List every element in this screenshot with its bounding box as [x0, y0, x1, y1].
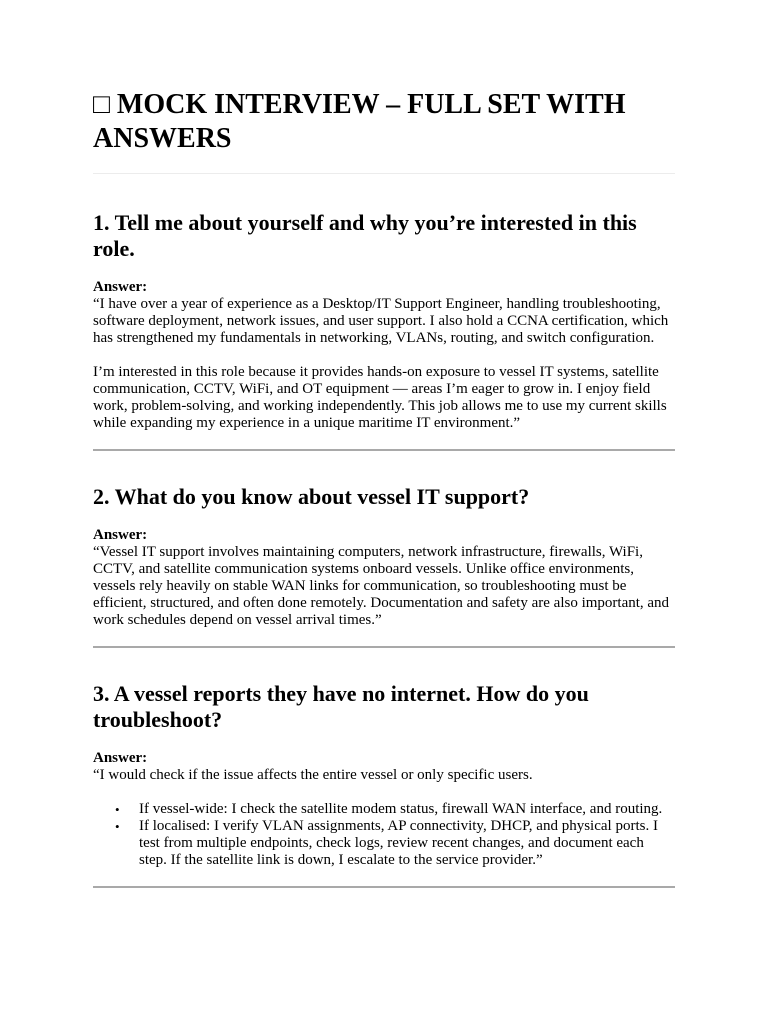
list-item — [115, 801, 675, 818]
list-item-text: If vessel-wide: I check the satellite modem status, firewall WAN interface, and routing. — [139, 801, 663, 817]
question-heading: 1. Tell me about yourself and why you’re interested in this role. — [93, 210, 637, 261]
section-divider — [93, 886, 675, 888]
bullet-icon: • — [115, 819, 120, 834]
question-section-2 — [93, 484, 675, 648]
answer-label: Answer: — [93, 527, 148, 543]
answer-label: Answer: — [93, 279, 148, 295]
question-heading: 2. What do you know about vessel IT support? — [93, 484, 530, 509]
section-divider — [93, 646, 675, 648]
question-heading: 3. A vessel reports they have no internet. How do you troubleshoot? — [93, 681, 589, 732]
question-section-1 — [93, 210, 675, 451]
bullet-list — [93, 801, 675, 869]
title-divider — [93, 173, 675, 174]
section-divider — [93, 449, 675, 451]
document-page — [93, 0, 675, 888]
list-item — [115, 818, 675, 869]
answer-paragraph: I’m interested in this role because it provides hands-on exposure to vessel IT systems, satellite communication, CCTV, WiFi, and OT equipment — areas I’m eager to grow in. I enjoy field work, problem-solving, and working independently. This job allows me to use my current skills while expanding my experience in a unique maritime IT environment.” — [93, 364, 667, 431]
question-section-3 — [93, 681, 675, 888]
document-title: □ MOCK INTERVIEW – FULL SET WITH ANSWERS — [93, 89, 626, 154]
bullet-icon: • — [115, 802, 120, 817]
answer-paragraph: “Vessel IT support involves maintaining computers, network infrastructure, firewalls, WiFi, CCTV, and satellite communication systems onboard vessels. Unlike office environments, vessels rely heavily on stable WAN links for communication, so troubleshooting must be efficient, structured, and often done remotely. Documentation and safety are also important, and work schedules depend on vessel arrival times.” — [93, 544, 670, 628]
answer-paragraph: “I have over a year of experience as a Desktop/IT Support Engineer, handling troubleshooting, software deployment, network issues, and user support. I also hold a CCNA certification, which has strengthened my fundamentals in networking, VLANs, routing, and switch configuration. — [93, 296, 669, 346]
answer-label: Answer: — [93, 750, 148, 766]
list-item-text: If localised: I verify VLAN assignments, AP connectivity, DHCP, and physical ports. I test from multiple endpoints, check logs, review recent changes, and document each step. If the satellite link is down, I escalate to the service provider.” — [139, 818, 658, 868]
answer-paragraph: “I would check if the issue affects the entire vessel or only specific users. — [93, 767, 533, 783]
